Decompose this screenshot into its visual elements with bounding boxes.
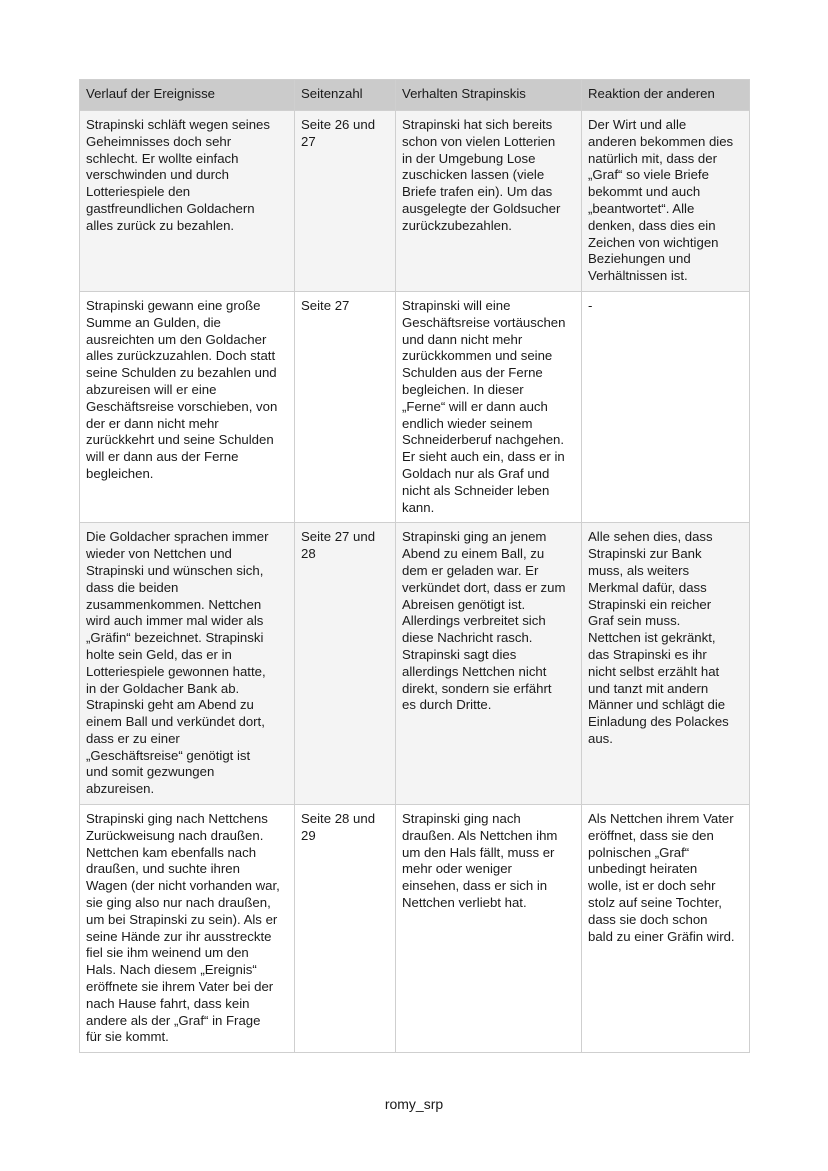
table-row	[80, 111, 750, 292]
cell-verlauf: Die Goldacher sprachen immer wieder von Nettchen und Strapinski und wünschen sich, dass die beiden zusammenkommen. Nettchen wird auch immer mal wider als „Gräfin“ bezeichnet. Strapinski holte sein Geld, das er in Lotteriespiele gewonnen hatte, in der Goldacher Bank ab. Strapinski geht am Abend zu einem Ball und verkündet dort, dass er zu einer „Geschäftsreise“ genötigt ist und somit gezwungen abzureisen.	[80, 523, 295, 805]
cell-verlauf: Strapinski schläft wegen seines Geheimnisses doch sehr schlecht. Er wollte einfach verschwinden und durch Lotteriespiele den gastfreundlichen Goldachern alles zurück zu bezahlen.	[80, 111, 295, 292]
cell-reaktion: -	[582, 291, 750, 522]
cell-seitenzahl: Seite 26 und 27	[295, 111, 396, 292]
cell-reaktion: Alle sehen dies, dass Strapinski zur Bank muss, als weiters Merkmal dafür, dass Strapinski ein reicher Graf sein muss. Nettchen ist gekränkt, das Strapinski es ihr nicht selbst erzählt hat und tanzt mit andern Männer und schlägt die Einladung des Polackes aus.	[582, 523, 750, 805]
column-header-seitenzahl: Seitenzahl	[295, 80, 396, 111]
cell-reaktion: Als Nettchen ihrem Vater eröffnet, dass sie den polnischen „Graf“ unbedingt heiraten wolle, ist er doch sehr stolz auf seine Tochter, dass sie doch schon bald zu einer Gräfin wird.	[582, 805, 750, 1053]
cell-reaktion: Der Wirt und alle anderen bekommen dies natürlich mit, dass der „Graf“ so viele Briefe bekommt und auch „beantwortet“. Alle denken, dass dies ein Zeichen von wichtigen Beziehungen und Verhältnissen ist.	[582, 111, 750, 292]
cell-verlauf: Strapinski gewann eine große Summe an Gulden, die ausreichten um den Goldacher alles zurückzuzahlen. Doch statt seine Schulden zu bezahlen und abzureisen will er eine Geschäftsreise vorschieben, von der er dann nicht mehr zurückkehrt und seine Schulden will er dann aus der Ferne begleichen.	[80, 291, 295, 522]
table-header	[80, 80, 750, 111]
column-header-reaktion: Reaktion der anderen	[582, 80, 750, 111]
cell-verhalten: Strapinski will eine Geschäftsreise vortäuschen und dann nicht mehr zurückkommen und seine Schulden aus der Ferne begleichen. In dieser „Ferne“ will er dann auch endlich wieder seinem Schneiderberuf nachgehen. Er sieht auch ein, dass er in Goldach nur als Graf und nicht als Schneider leben kann.	[396, 291, 582, 522]
events-table	[79, 79, 750, 1053]
table-row	[80, 291, 750, 522]
cell-seitenzahl: Seite 28 und 29	[295, 805, 396, 1053]
table-row	[80, 805, 750, 1053]
cell-verhalten: Strapinski ging nach draußen. Als Nettchen ihm um den Hals fällt, muss er mehr oder weniger einsehen, dass er sich in Nettchen verliebt hat.	[396, 805, 582, 1053]
table-body	[80, 111, 750, 1053]
cell-verhalten: Strapinski ging an jenem Abend zu einem Ball, zu dem er geladen war. Er verkündet dort, dass er zum Abreisen genötigt ist. Allerdings verbreitet sich diese Nachricht rasch. Strapinski sagt dies allerdings Nettchen nicht direkt, sondern sie erfährt es durch Dritte.	[396, 523, 582, 805]
column-header-verlauf: Verlauf der Ereignisse	[80, 80, 295, 111]
cell-verlauf: Strapinski ging nach Nettchens Zurückweisung nach draußen. Nettchen kam ebenfalls nach draußen, und suchte ihren Wagen (der nicht vorhanden war, sie ging also nur nach draußen, um bei Strapinski zu sein). Als er seine Hände zur ihr ausstreckte fiel sie ihm weinend um den Hals. Nach diesem „Ereignis“ eröffnete sie ihrem Vater bei der nach Hause fahrt, dass kein andere als der „Graf“ in Frage für sie kommt.	[80, 805, 295, 1053]
cell-seitenzahl: Seite 27 und 28	[295, 523, 396, 805]
header-row	[80, 80, 750, 111]
cell-verhalten: Strapinski hat sich bereits schon von vielen Lotterien in der Umgebung Lose zuschicken lassen (viele Briefe trafen ein). Um das ausgelegte der Goldsucher zurückzubezahlen.	[396, 111, 582, 292]
table-row	[80, 523, 750, 805]
footer-author: romy_srp	[384, 1096, 444, 1112]
cell-seitenzahl: Seite 27	[295, 291, 396, 522]
column-header-verhalten: Verhalten Strapinskis	[396, 80, 582, 111]
